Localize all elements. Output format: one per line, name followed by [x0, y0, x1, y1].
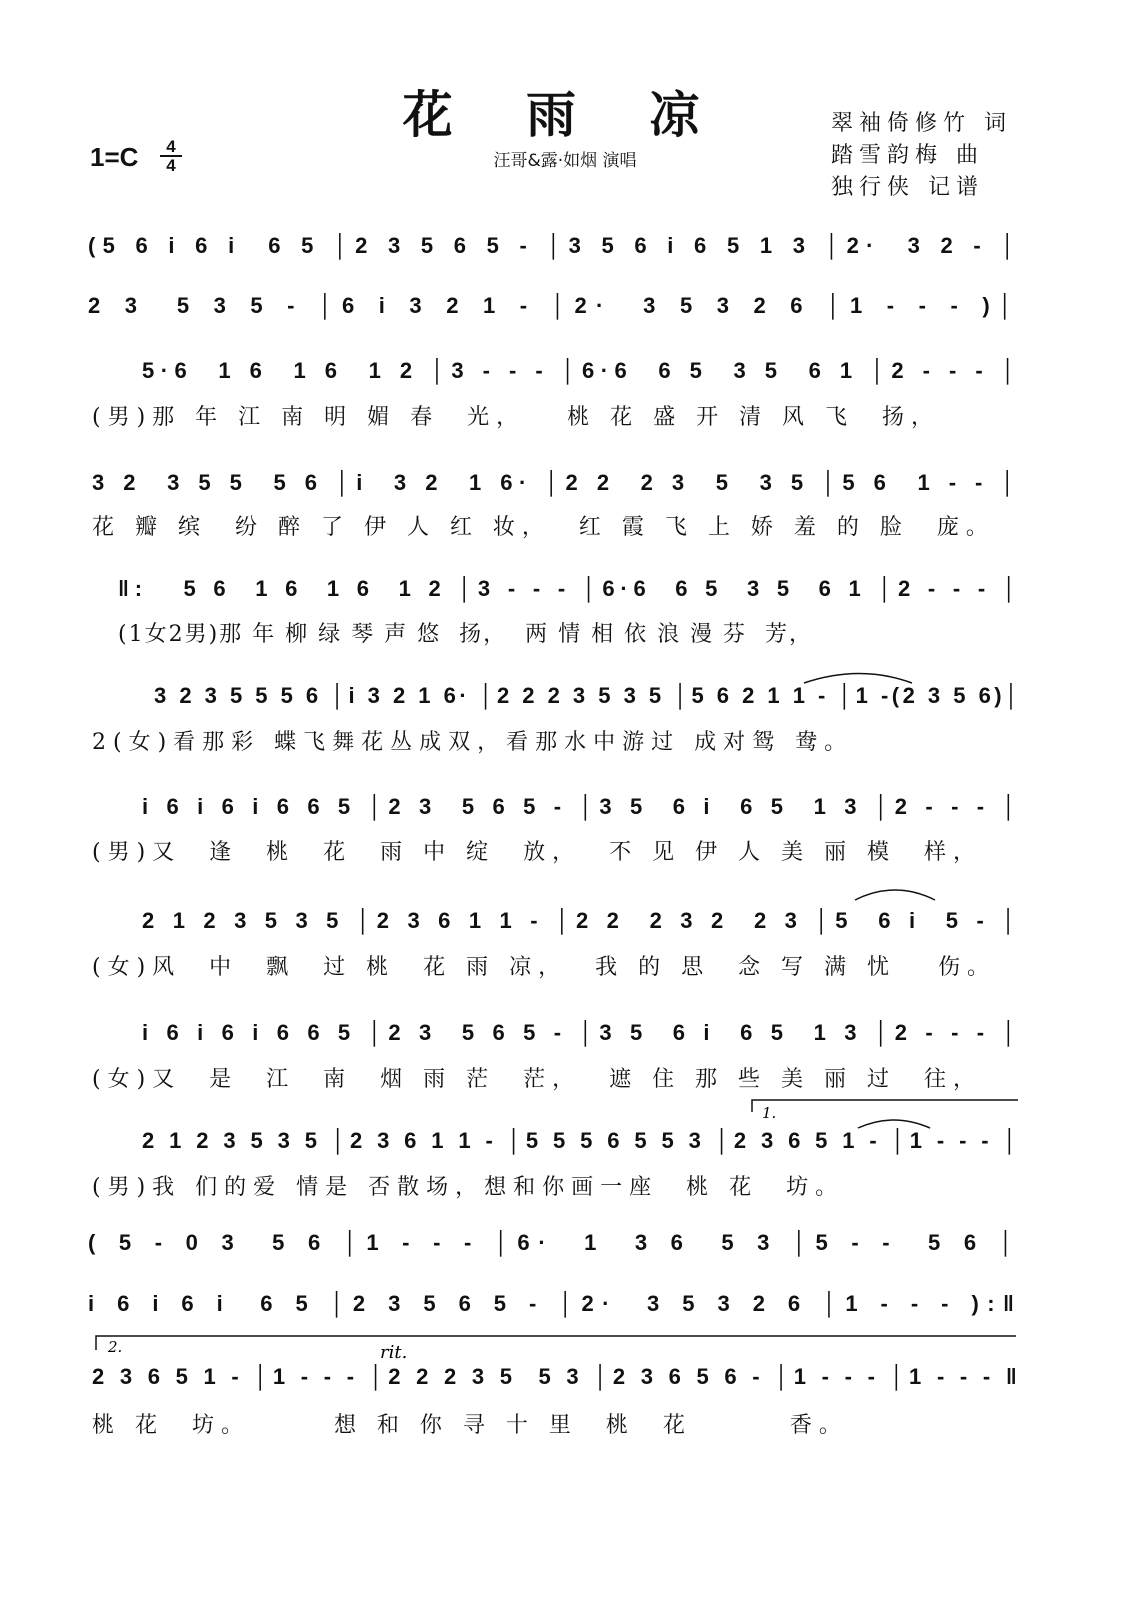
meter-bottom: 4	[160, 155, 182, 174]
key-signature: 1=C	[90, 142, 139, 172]
notation-row: 2 3 5 3 5 - │6 i 3 2 1 - │2· 3 5 3 2 6 │1 - - - )│	[88, 293, 1022, 318]
lyrics-row: (男)我 们的爱 情是 否散场，想和你画一座 桃 花 坊。	[92, 1175, 845, 1200]
lyrics-row: (1女2男)那 年 柳 绿 琴 声 悠 扬， 两 情 相 依 浪 漫 芬 芳，	[118, 622, 814, 647]
lyricist-credit: 翠袖倚修竹 词	[831, 111, 1012, 136]
volta-bracket-1	[752, 1100, 1018, 1112]
notation-row: 2 3 6 5 1 - │1 - - - │2 2 2 3 5 5 3 │2 3 6 5 6 - │1 - - - │1 - - - ‖	[92, 1364, 1022, 1389]
notation-row: 2 1 2 3 5 3 5 │2 3 6 1 1 - │2 2 2 3 2 2 3 │5 6 i 5 - │	[142, 908, 1023, 933]
notation-row: i 6 i 6 i 6 6 5 │2 3 5 6 5 - │3 5 6 i 6 5 1 3 │2 - - - │	[142, 794, 1023, 819]
notation-row: 5·6 1 6 1 6 1 2 │3 - - - │6·6 6 5 3 5 6 1 │2 - - - │	[142, 358, 1022, 383]
notation-row: ( 5 - 0 3 5 6 │1 - - - │6· 1 3 6 5 3 │5 - - 5 6 │	[88, 1230, 1023, 1255]
meter-top: 4	[166, 137, 176, 156]
lyrics-row: (男)那 年 江 南 明 媚 春 光， 桃 花 盛 开 清 风 飞 扬，	[92, 405, 941, 430]
notation-row: 3 2 3 5 5 5 6 │i 3 2 1 6· │2 2 2 3 5 3 5 │5 6 2 1 1 - │1 -(2 3 5 6)│	[154, 683, 1023, 708]
notation-row: 2 1 2 3 5 3 5 │2 3 6 1 1 - │5 5 5 6 5 5 3 │2 3 6 5 1 - │1 - - - │	[142, 1128, 1022, 1153]
singers-line: 汪哥&露·如烟 演唱	[493, 151, 637, 171]
notation-row: ‖: 5 6 1 6 1 6 1 2 │3 - - - │6·6 6 5 3 5 6 1 │2 - - - │	[118, 576, 1023, 601]
lyrics-row: (女)风 中 飘 过 桃 花 雨 凉， 我 的 思 念 写 满 忧 伤。	[92, 955, 997, 980]
notation-row: i 6 i 6 i 6 5 │2 3 5 6 5 - │2· 3 5 3 2 6 │1 - - - ):‖	[88, 1291, 1023, 1316]
volta-bracket-2	[96, 1336, 1016, 1350]
volta-label-2: 2.	[108, 1338, 123, 1356]
lyrics-row: 桃 花 坊。 想 和 你 寻 十 里 桃 花 香。	[92, 1413, 848, 1438]
notation-row: i 6 i 6 i 6 6 5 │2 3 5 6 5 - │3 5 6 i 6 5 1 3 │2 - - - │	[142, 1020, 1023, 1045]
slur	[858, 1120, 930, 1128]
slur	[855, 890, 935, 900]
lyrics-row: 花 瓣 缤 纷 醉 了 伊 人 红 妆， 红 霞 飞 上 娇 羞 的 脸 庞。	[92, 515, 995, 540]
lyrics-row: 2(女)看那彩 蝶飞舞花丛成双，看那水中游过 成对鸳 鸯。	[92, 730, 854, 755]
transcriber-credit: 独行侠 记谱	[831, 175, 984, 200]
notation-row: (5 6 i 6 i 6 5 │2 3 5 6 5 - │3 5 6 i 6 5 1 3 │2· 3 2 - │	[88, 233, 1023, 258]
song-title: 花 雨 凉	[402, 85, 728, 144]
composer-credit: 踏雪韵梅 曲	[831, 143, 984, 168]
notation-row: 3 2 3 5 5 5 6 │i 3 2 1 6· │2 2 2 3 5 3 5 │5 6 1 - - │	[92, 470, 1022, 495]
lyrics-row: (女)又 是 江 南 烟 雨 茫 茫， 遮 住 那 些 美 丽 过 往，	[92, 1067, 983, 1092]
lyrics-row: (男)又 逢 桃 花 雨 中 绽 放， 不 见 伊 人 美 丽 模 样，	[92, 840, 983, 865]
volta-label-1: 1.	[762, 1104, 777, 1122]
tempo-mark: rit.	[380, 1342, 408, 1363]
slur	[804, 674, 912, 684]
